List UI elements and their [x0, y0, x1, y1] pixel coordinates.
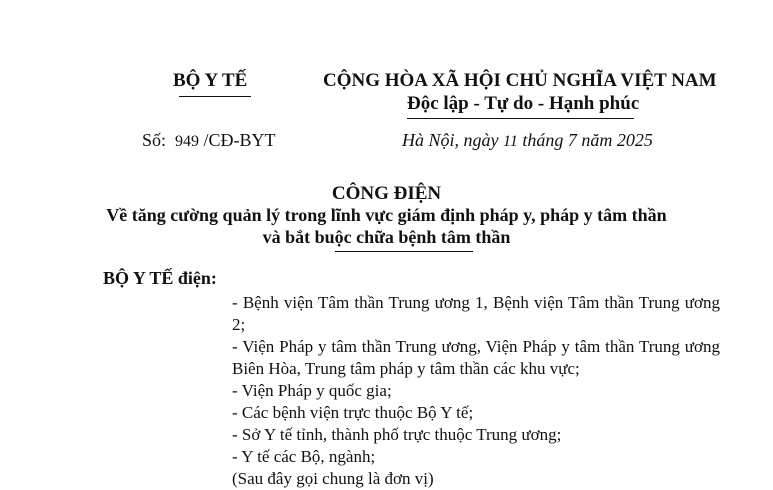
place-date-suffix: tháng 7 năm 2025 [522, 130, 653, 150]
recipient-list [232, 292, 720, 490]
recipient-item: - Sở Y tế tỉnh, thành phố trực thuộc Trung ương; [232, 425, 562, 444]
document-type: CÔNG ĐIỆN [331, 183, 442, 204]
ministry-underline [179, 96, 251, 97]
recipient-item: - Các bệnh viện trực thuộc Bộ Y tế; [232, 403, 474, 422]
subject-underline [335, 251, 473, 252]
national-title: CỘNG HÒA XÃ HỘI CHỦ NGHĨA VIỆT NAM [323, 70, 717, 91]
place-date-prefix: Hà Nội, ngày [402, 130, 499, 150]
issuing-ministry: BỘ Y TẾ [173, 70, 248, 91]
national-motto: Độc lập - Tự do - Hạnh phúc [407, 93, 640, 114]
recipient-item: - Bệnh viện Tâm thần Trung ương 1, Bệnh viện Tâm thần Trung ương 2; [232, 293, 720, 334]
recipient-item: - Y tế các Bộ, ngành; [232, 447, 376, 466]
recipient-item: - Viện Pháp y quốc gia; [232, 381, 392, 400]
sender-line: BỘ Y TẾ điện: [103, 268, 217, 288]
subject-line-1: Về tăng cường quản lý trong lĩnh vực giám định pháp y, pháp y tâm thần [106, 205, 667, 225]
motto-underline [407, 118, 634, 119]
recipient-summary: (Sau đây gọi chung là đơn vị) [232, 469, 434, 488]
place-date-day: 11 [503, 133, 518, 150]
recipient-item: - Viện Pháp y tâm thần Trung ương, Viện Pháp y tâm thần Trung ương Biên Hòa, Trung tâm pháp y tâm thần các khu vực; [232, 337, 720, 378]
subject-line-2: và bắt buộc chữa bệnh tâm thần [262, 227, 511, 247]
doc-number-value: 949 [175, 133, 200, 150]
document-number [142, 130, 276, 151]
doc-number-prefix: Số: [142, 130, 167, 150]
doc-number-suffix: /CĐ-BYT [203, 130, 276, 150]
place-and-date [402, 130, 653, 151]
